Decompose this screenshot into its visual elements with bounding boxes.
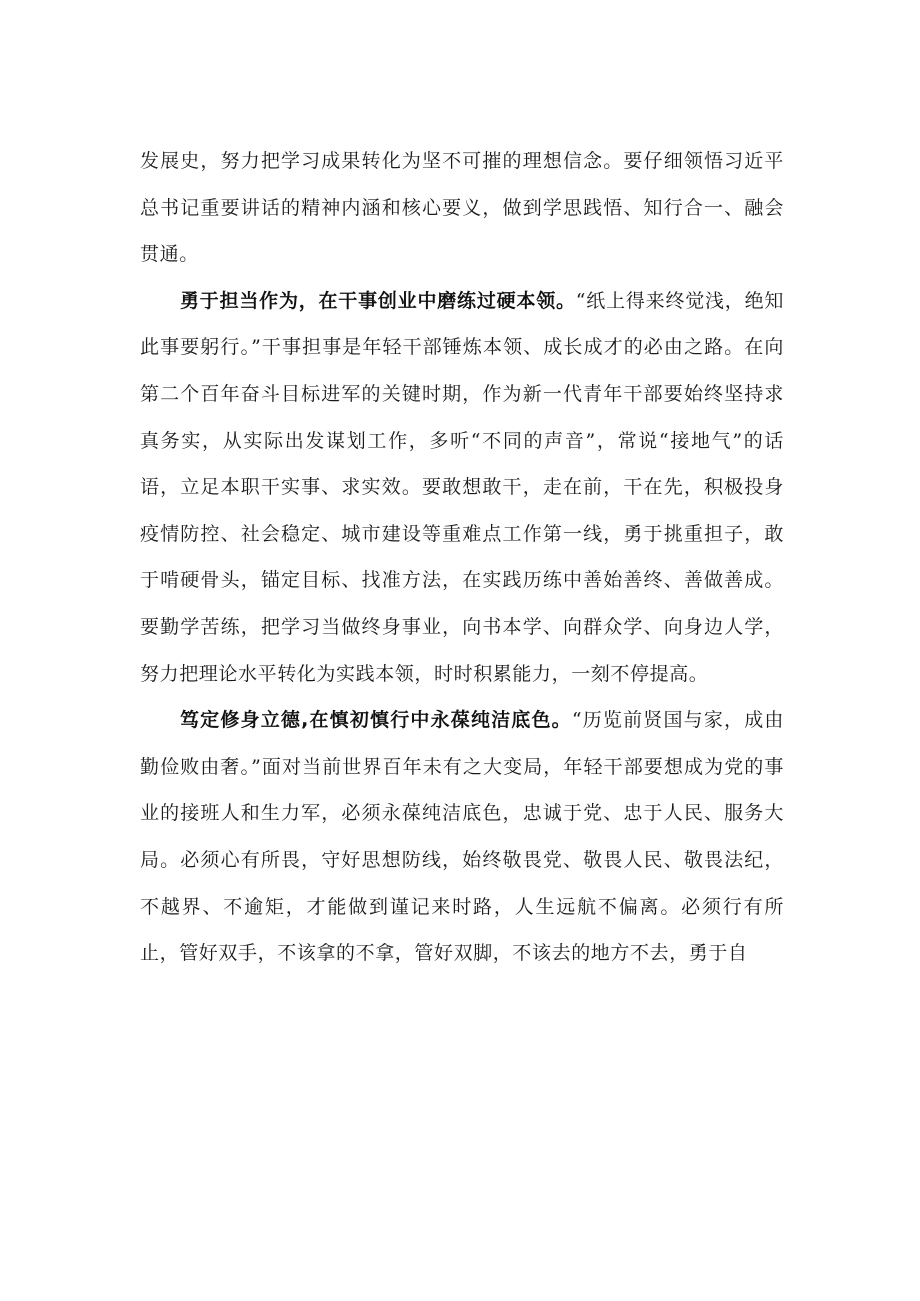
- paragraph-text: “纸上得来终觉浅，绝知此事要躬行。”干事担事是年轻干部锤炼本领、成长成才的必由之路。在向第二个百年奋斗目标进军的关键时期，作为新一代青年干部要始终坚持求真务实，从实际出发谋划工作，多听“不同的声音”，常说“接地气”的话语，立足本职干实事、求实效。要敢想敢干，走在前，干在先，积极投身疫情防控、社会稳定、城市建设等重难点工作第一线，勇于挑重担子，敢于啃硬骨头，锚定目标、找准方法，在实践历练中善始善终、善做善成。要勤学苦练，把学习当做终身事业，向书本学、向群众学、向身边人学，努力把理论水平转化为实践本领，时时积累能力，一刻不停提高。: [140, 289, 784, 685]
- paragraph-text: 发展史，努力把学习成果转化为坚不可摧的理想信念。要仔细领悟习近平总书记重要讲话的精神内涵和核心要义，做到学思践悟、知行合一、融会贯通。: [140, 150, 784, 266]
- paragraph-take-responsibility: [140, 278, 784, 697]
- document-body: [140, 138, 784, 977]
- paragraph-self-cultivation: [140, 697, 784, 977]
- paragraph-continuation: [140, 138, 784, 278]
- paragraph-text: “历览前贤国与家，成由勤俭败由奢。”面对当前世界百年未有之大变局，年轻干部要想成为党的事业的接班人和生力军，必须永葆纯洁底色，忠诚于党、忠于人民、服务大局。必须心有所畏，守好思想防线，始终敬畏党、敬畏人民、敬畏法纪，不越界、不逾矩，才能做到谨记来时路，人生远航不偏离。必须行有所止，管好双手，不该拿的不拿，管好双脚，不该去的地方不去，勇于自: [140, 709, 784, 965]
- paragraph-lead-heading: 笃定修身立德,在慎初慎行中永葆纯洁底色。: [180, 709, 572, 732]
- paragraph-lead-heading: 勇于担当作为，在干事创业中磨练过硬本领。: [180, 289, 576, 312]
